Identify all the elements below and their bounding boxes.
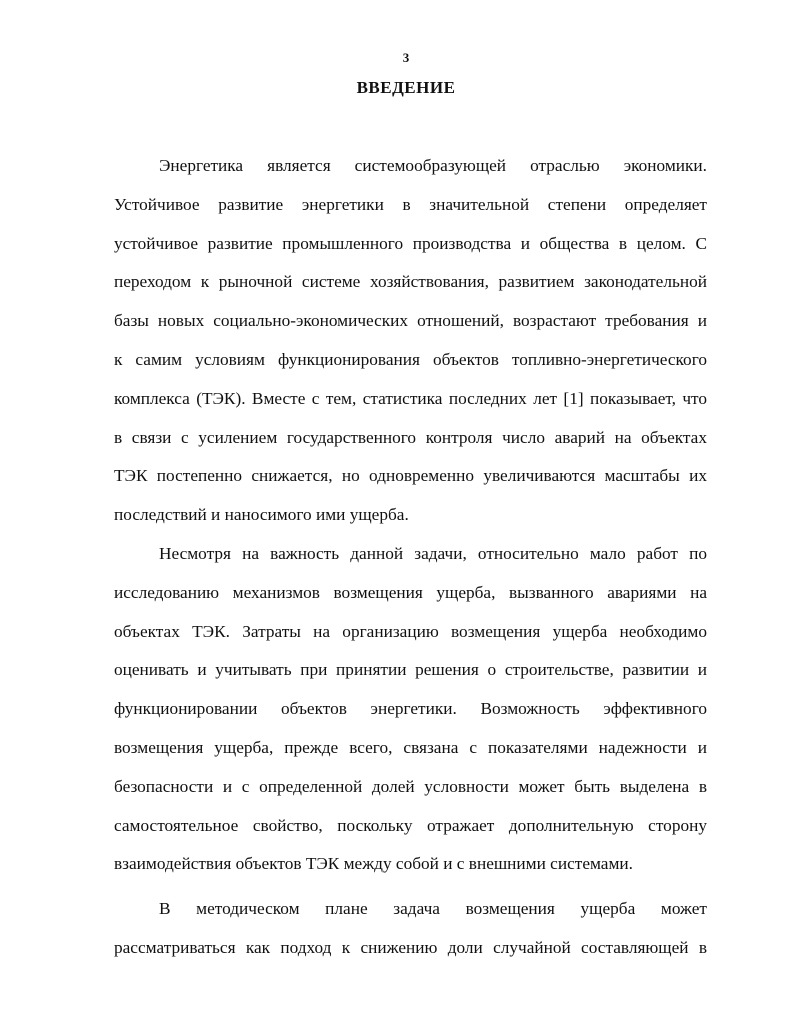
paragraph-line: исследованию механизмов возмещения ущерба, вызванного авариями на [114,582,707,602]
paragraph-line: Устойчивое развитие энергетики в значительной степени определяет [114,194,707,214]
paragraph-line: Несмотря на важность данной задачи, относительно мало работ по [159,543,707,563]
paragraph-line: последствий и наносимого ими ущерба. [114,505,409,525]
paragraph-line: рассматриваться как подход к снижению доли случайной составляющей в [114,937,707,957]
section-title: ВВЕДЕНИЕ [356,78,456,97]
paragraph-line: комплекса (ТЭК). Вместе с тем, статистика последних лет [1] показывает, что [114,388,707,408]
paragraph-line: к самим условиям функционирования объектов топливно-энергетического [114,349,707,369]
paragraph-line: безопасности и с определенной долей условности может быть выделена в [114,776,707,796]
paragraph-line: устойчивое развитие промышленного производства и общества в целом. С [114,233,707,253]
paragraph-line: базы новых социально-экономических отношений, возрастают требования и [114,311,707,331]
paragraph-line: самостоятельное свойство, поскольку отражает дополнительную сторону [114,815,707,835]
paragraph-line: объектах ТЭК. Затраты на организацию возмещения ущерба необходимо [114,621,707,641]
paragraph-line: взаимодействия объектов ТЭК между собой и с внешними системами. [114,854,633,874]
paragraph-line: ТЭК постепенно снижается, но одновременно увеличиваются масштабы их [114,466,707,486]
paragraph-line: возмещения ущерба, прежде всего, связана с показателями надежности и [114,737,707,757]
paragraph-line: переходом к рыночной системе хозяйствования, развитием законодательной [114,272,707,292]
paragraph-line: в связи с усилением государственного контроля число аварий на объектах [114,427,707,447]
page-number: 3 [402,50,410,65]
body-text [114,152,707,973]
paragraph-line: В методическом плане задача возмещения ущерба может [159,899,707,919]
paragraph-line: функционировании объектов энергетики. Возможность эффективного [114,699,707,719]
paragraph-line: Энергетика является системообразующей отраслью экономики. [159,156,707,175]
paragraph-line: оценивать и учитывать при принятии решения о строительстве, развитии и [114,660,707,680]
